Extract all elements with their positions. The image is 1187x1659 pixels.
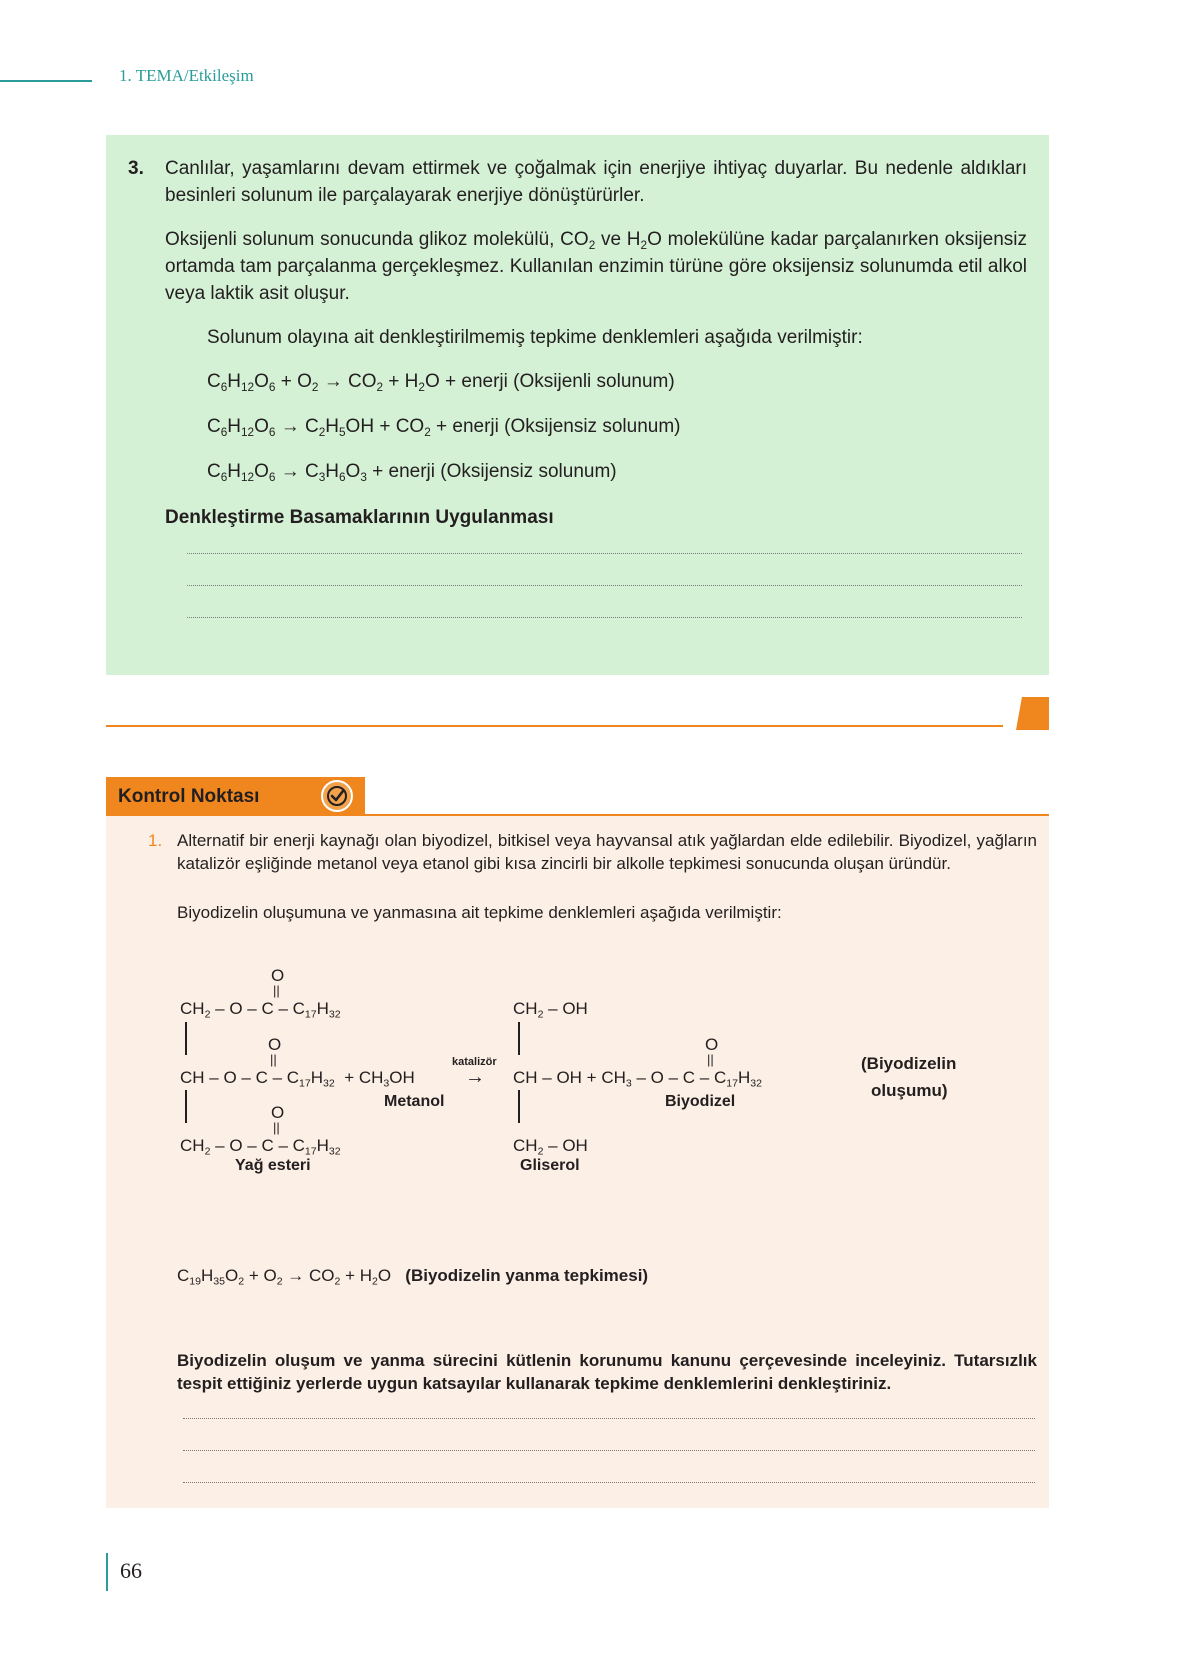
page-number: 66 <box>120 1558 142 1583</box>
glycerol-row-2: CH – OH + $CH_3$ – O – C – $C_{17}H_{32}$ <box>513 1068 762 1090</box>
carbonyl-o: O <box>271 1103 285 1122</box>
carbonyl-o: O <box>268 1035 282 1054</box>
answer-line[interactable] <box>183 1450 1035 1451</box>
theme-rule <box>0 80 92 82</box>
ester-row-1: $CH_2$ – O – C – $C_{17}H_{32}$ <box>180 999 341 1021</box>
glycerol-row-1: $CH_2$ – OH <box>513 999 588 1021</box>
label-olusum-line1: (Biyodizelin <box>861 1054 957 1073</box>
label-olusum-line2: oluşumu) <box>871 1081 948 1100</box>
bond-line <box>185 1022 187 1055</box>
kontrol-rule <box>106 814 1049 816</box>
question-paragraph-1: Canlılar, yaşamlarını devam ettirmek ve çoğalmak için enerjiye ihtiyaç duyarlar. Bu nedenle aldıkları besinleri solunum ile parçalayarak enerjiye dönüştürürler. <box>165 158 1027 206</box>
equation-aerobic: $C_6H_{12}O_6 + O_2 \to CO_2 + H_2O$ + enerji (Oksijenli solunum) <box>207 371 675 395</box>
burning-equation: $C_{19}H_{35}O_2 + O_2 \to CO_2 + H_2O$ (Biyodizelin yanma tepkimesi) <box>177 1266 649 1288</box>
bond-line <box>518 1022 520 1055</box>
bond-line <box>185 1090 187 1123</box>
label-gliserol: Gliserol <box>520 1157 580 1174</box>
glycerol-row-3: $CH_2$ – OH <box>513 1136 588 1158</box>
checkmark-icon <box>321 780 353 812</box>
label-katalizor: katalizör <box>452 1056 497 1068</box>
ester-row-2: CH – $O - C - C_{17}H_{32} + CH_3OH$ <box>180 1068 415 1090</box>
label-yag-esteri: Yağ esteri <box>235 1157 311 1174</box>
theme-label: 1. TEMA/Etkileşim <box>119 66 254 85</box>
equations-intro: Solunum olayına ait denkleştirilmemiş tepkime denklemleri aşağıda verilmiştir: <box>207 327 863 348</box>
answer-line[interactable] <box>187 617 1022 618</box>
question-number: 3. <box>128 158 144 179</box>
kontrol-paragraph-1: Alternatif bir enerji kaynağı olan biyodizel, bitkisel veya hayvansal atık yağlardan elde edilebilir. Biyodizel, yağların katalizör eşliğinde metanol veya etanol gibi kısa zincirli bir alkolle tepkimesi sonucunda oluşan üründür. <box>177 831 1037 873</box>
kontrol-title: Kontrol Noktası <box>118 786 260 807</box>
label-metanol: Metanol <box>384 1093 445 1110</box>
ester-row-3: $CH_2$ – O – C – $C_{17}H_{32}$ <box>180 1136 341 1158</box>
double-bond: || <box>707 1052 714 1067</box>
question-box <box>106 135 1049 675</box>
carbonyl-o: O <box>271 966 285 985</box>
double-bond: || <box>273 1120 280 1135</box>
double-bond: || <box>273 983 280 998</box>
reaction-arrow: → <box>465 1066 485 1088</box>
label-biyodizel: Biyodizel <box>665 1093 736 1110</box>
equation-anaerobic-lactic: $C_6H_{12}O_6 \to C_3H_6O_3$ + enerji (Oksijensiz solunum) <box>207 461 617 485</box>
answer-line[interactable] <box>183 1482 1035 1483</box>
bond-line <box>518 1090 520 1123</box>
answer-line[interactable] <box>183 1418 1035 1419</box>
answer-line[interactable] <box>187 585 1022 586</box>
answer-line[interactable] <box>187 553 1022 554</box>
kontrol-paragraph-2: Biyodizelin oluşumuna ve yanmasına ait tepkime denklemleri aşağıda verilmiştir: <box>177 903 782 922</box>
equation-anaerobic-ethanol: $C_6H_{12}O_6 \to C_2H_5OH + CO_2$ + enerji (Oksijensiz solunum) <box>207 416 681 440</box>
double-bond: || <box>270 1052 277 1067</box>
item-number: 1. <box>148 831 163 850</box>
section-divider <box>106 725 1003 727</box>
section-corner-tab <box>1016 697 1049 730</box>
kontrol-task: Biyodizelin oluşum ve yanma sürecini kütlenin korunumu kanunu çerçevesinde inceleyiniz. Tutarsızlık tespit ettiğiniz yerlerde uygun katsayılar kullanarak tepkime denklemlerini denkleştiriniz. <box>177 1351 1037 1393</box>
question-paragraph-2: Oksijenli solunum sonucunda glikoz molekülü, $CO_2$ ve $H_2O$ molekülüne kadar parçalanırken oksijensiz ortamda tam parçalanma gerçekleşmez. Kullanılan enzimin türüne göre oksijensiz solunumda etil alkol veya laktik asit oluşur. <box>165 229 1027 304</box>
balancing-heading: Denkleştirme Basamaklarının Uygulanması <box>165 507 554 528</box>
carbonyl-o: O <box>705 1035 719 1054</box>
page-number-rule <box>106 1553 108 1591</box>
